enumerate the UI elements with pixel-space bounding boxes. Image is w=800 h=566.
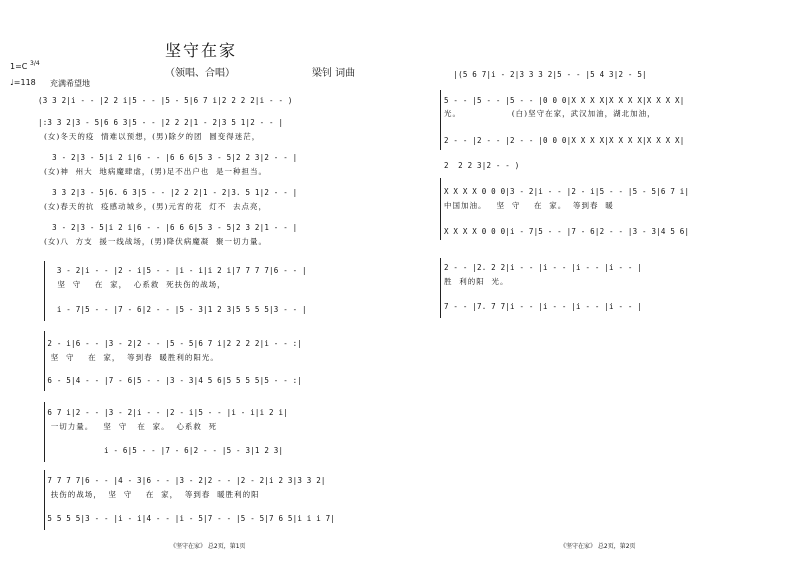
notation-row: 2 - - |2. 2 2|i - - |i - - |i - - |i - - | bbox=[444, 263, 643, 272]
lyric-row: 坚 守 在 家， 等到春 暖胜利的阳光。 bbox=[44, 353, 219, 362]
song-title: 坚守在家 bbox=[165, 41, 238, 60]
lyric-row: 光。 (白)坚守在家，武汉加油，湖北加油， bbox=[444, 109, 656, 118]
system-brace bbox=[440, 258, 441, 318]
notation-row: 2 - - |2 - - |2 - - |0 0 0|X X X X|X X X X|X X X X| bbox=[444, 136, 685, 145]
notation-row: 3 - 2|3 - 5|i 2 i|6 - - |6 6 6|5 3 - 5|2 3 2|1 - - | bbox=[38, 223, 298, 232]
score-page-2 bbox=[400, 0, 800, 566]
notation-row: i - 6|5 - - |7 - 6|2 - - |5 - 3|1 2 3| bbox=[38, 446, 284, 455]
notation-row: 2 2 2 3|2 - - ) bbox=[444, 161, 520, 170]
lyric-row: (女)八 方支 援一线战场，(男)降伏病魔凝 聚一切力量。 bbox=[44, 237, 268, 246]
time-signature: 3/4 bbox=[30, 60, 40, 67]
lyric-row: 中国加油。 坚 守 在 家。 等到春 暖 bbox=[444, 201, 614, 210]
lyric-row: (女)春天的抗 疫感动城乡，(男)元宵的花 灯不 去点亮， bbox=[44, 202, 268, 211]
lyric-row: 胜 利的阳 光。 bbox=[444, 277, 509, 286]
song-subtitle: （领唱、合唱） bbox=[165, 68, 235, 79]
expression-marking: 充满希望地 bbox=[50, 79, 90, 88]
system-brace bbox=[440, 90, 441, 150]
lyric-row: 扶伤的战场， 坚 守 在 家， 等到春 暖胜利的阳 bbox=[44, 490, 260, 499]
system-brace bbox=[440, 178, 441, 240]
page-footer: 《坚守在家》 总2页，第1页 bbox=[170, 543, 246, 550]
lyric-row: (女)神 州大 地病魔肆虐，(男)足不出户也 是一种担当。 bbox=[44, 167, 268, 176]
tempo-marking: ♩=118 bbox=[10, 78, 36, 87]
page-footer: 《坚守在家》 总2页，第2页 bbox=[560, 543, 636, 550]
key-signature: 1=C bbox=[10, 62, 28, 71]
notation-row: X X X X 0 0 0|i - 7|5 - - |7 - 6|2 - - |3 - 3|4 5 6| bbox=[444, 227, 690, 236]
notation-row: 7 7 7 7|6 - - |4 - 3|6 - - |3 - 2|2 - - |2 - 2|i 2 3|3 3 2| bbox=[38, 476, 326, 485]
lyric-row: 坚 守 在 家， 心系救 死扶伤的战场， bbox=[44, 280, 226, 289]
lyric-row: (女)冬天的疫 情难以预想，(男)除夕的团 圆变得迷茫， bbox=[44, 132, 261, 141]
notation-row: 3 - 2|3 - 5|i 2 i|6 - - |6 6 6|5 3 - 5|2 2 3|2 - - | bbox=[38, 153, 298, 162]
notation-row: X X X X 0 0 0|3 - 2|i - - |2 - i|5 - - |5 - 5|6 7 i| bbox=[444, 187, 690, 196]
lyric-row: 一切力量。 坚 守 在 家。 心系救 死 bbox=[44, 422, 218, 431]
notation-row: 5 - - |5 - - |5 - - |0 0 0|X X X X|X X X X|X X X X| bbox=[444, 96, 685, 105]
notation-row: 6 - 5|4 - - |7 - 6|5 - - |3 - 3|4 5 6|5 5 5 5|5 - - :| bbox=[38, 376, 303, 385]
notation-row: |(5 6 7|i - 2|3 3 3 2|5 - - |5 4 3|2 - 5| bbox=[444, 70, 647, 79]
notation-row: 7 - - |7. 7 7|i - - |i - - |i - - |i - - | bbox=[444, 302, 643, 311]
notation-row: 3 3 2|3 - 5|6. 6 3|5 - - |2 2 2|1 - 2|3. 5 1|2 - - | bbox=[38, 188, 298, 197]
song-credit: 梁钊 词曲 bbox=[312, 68, 356, 79]
notation-row: |:3 3 2|3 - 5|6 6 3|5 - - |2 2 2|1 - 2|3 5 1|2 - - | bbox=[38, 118, 284, 127]
notation-row: (3 3 2|i - - |2 2 i|5 - - |5 - 5|6 7 i|2 2 2 2|i - - ) bbox=[38, 96, 293, 105]
notation-row: i - 7|5 - - |7 - 6|2 - - |5 - 3|1 2 3|5 5 5 5|3 - - | bbox=[38, 305, 307, 314]
notation-row: 2 - i|6 - - |3 - 2|2 - - |5 - 5|6 7 i|2 2 2 2|i - - :| bbox=[38, 339, 303, 348]
notation-row: 3 - 2|i - - |2 - i|5 - - |i - i|i 2 i|7 7 7 7|6 - - | bbox=[38, 266, 307, 275]
notation-row: 5 5 5 5|3 - - |i - i|4 - - |i - 5|7 - - |5 - 5|7 6 5|i i i 7| bbox=[38, 514, 336, 523]
notation-row: 6 7 i|2 - - |3 - 2|i - - |2 - i|5 - - |i - i|i 2 i| bbox=[38, 408, 288, 417]
